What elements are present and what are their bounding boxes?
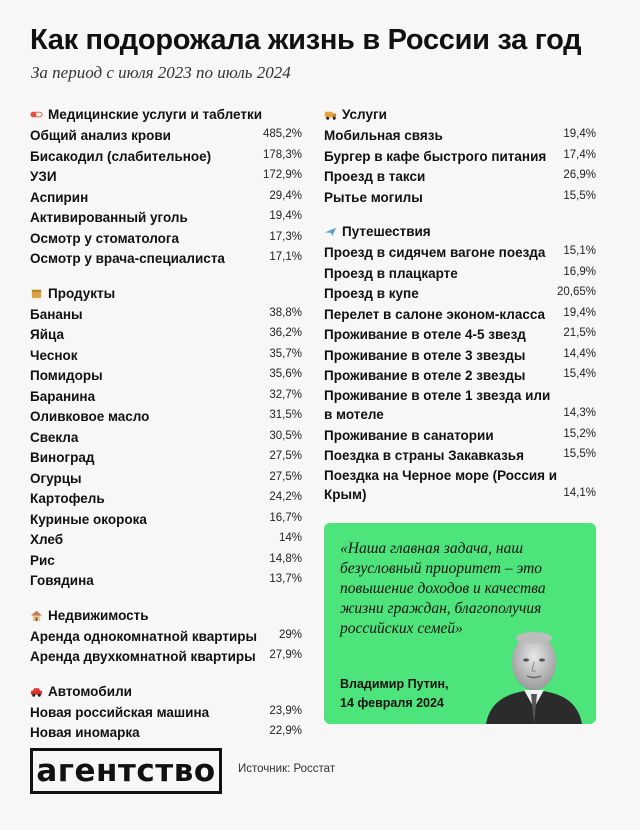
item-value: 17,4% (563, 148, 596, 161)
pill-icon (30, 108, 43, 121)
price-row (324, 345, 596, 366)
quote-date: 14 февраля 2024 (340, 696, 444, 710)
item-label: Проживание в санатории (324, 427, 494, 443)
item-value: 36,2% (269, 327, 302, 339)
item-value: 178,3% (262, 148, 302, 161)
section-heading (30, 682, 302, 701)
item-value: 19,4% (563, 128, 596, 140)
price-row (30, 304, 302, 325)
price-row (324, 242, 596, 263)
price-row (30, 386, 302, 407)
price-row (324, 324, 596, 345)
item-label: Баранина (30, 388, 96, 404)
price-row (30, 570, 302, 591)
item-label: Проезд в плацкарте (324, 265, 458, 281)
item-label: Поездка в страны Закавказья (324, 448, 524, 463)
item-value: 17,3% (269, 230, 302, 243)
price-row (324, 425, 596, 446)
price-row (30, 166, 302, 187)
price-row (30, 550, 302, 571)
section (324, 222, 596, 505)
price-row (30, 488, 302, 509)
price-row (324, 166, 596, 187)
item-value: 23,9% (269, 704, 302, 717)
item-value: 16,7% (269, 511, 302, 524)
price-row (30, 187, 302, 208)
page-title: Как подорожала жизнь в России за год (30, 24, 582, 56)
quote-card (324, 523, 596, 724)
item-value: 19,4% (563, 306, 596, 319)
item-label: Аренда двухкомнатной квартиры (30, 649, 256, 664)
item-value: 485,2% (262, 128, 302, 140)
price-row (30, 529, 302, 550)
page-subtitle: За период с июля 2023 по июль 2024 (31, 63, 291, 82)
price-row (30, 509, 302, 530)
item-value: 172,9% (262, 169, 302, 181)
item-label: Общий анализ крови (30, 128, 171, 143)
house-icon (30, 609, 43, 622)
item-label: Осмотр у врача-специалиста (30, 251, 225, 266)
item-label: УЗИ (30, 169, 57, 184)
quote-text: «Наша главная задача, наш безусловный приоритет – это повышение доходов и качества жизни граждан, благополучия российских семей» (340, 540, 546, 637)
price-row (30, 406, 302, 427)
item-label: Бисакодил (слабительное) (30, 148, 212, 164)
item-value: 29,4% (269, 189, 302, 202)
item-label: Новая российская машина (30, 704, 210, 720)
item-value: 38,8% (269, 306, 302, 319)
item-value: 15,4% (563, 368, 596, 380)
item-value: 15,5% (563, 448, 596, 460)
price-row (30, 228, 302, 249)
portrait-photo (476, 624, 592, 724)
item-value: 27,5% (269, 470, 302, 483)
item-label: Бургер в кафе быстрого питания (324, 148, 547, 164)
item-label: Проживание в отеле 3 звезды (324, 347, 526, 363)
item-label: Свекла (30, 429, 79, 445)
price-row (324, 283, 596, 304)
item-value: 14,1% (563, 487, 596, 499)
price-row (30, 125, 302, 146)
box-icon (30, 287, 43, 300)
item-value: 13,7% (269, 573, 302, 585)
price-row (324, 466, 596, 505)
item-label: Картофель (30, 491, 105, 506)
item-value: 29% (278, 628, 302, 641)
price-row (30, 626, 302, 647)
left-column (30, 105, 302, 758)
item-label: Хлеб (30, 532, 64, 547)
item-value: 35,6% (269, 368, 302, 380)
price-row (30, 427, 302, 448)
item-value: 14% (278, 532, 302, 544)
item-value: 20,65% (556, 286, 596, 298)
price-row (30, 702, 302, 723)
item-value: 26,9% (563, 169, 596, 181)
agency-logo: агентство (30, 748, 222, 794)
price-row (324, 365, 596, 386)
item-label: Бананы (30, 306, 83, 322)
price-row (30, 207, 302, 228)
price-row (30, 248, 302, 269)
item-label: Говядина (30, 573, 94, 588)
price-row (30, 324, 302, 345)
price-row (324, 304, 596, 325)
item-value: 27,5% (269, 450, 302, 462)
item-value: 17,1% (269, 251, 302, 263)
section-heading-text: Автомобили (48, 683, 132, 699)
item-value: 22,9% (269, 725, 302, 737)
section-heading-text: Услуги (342, 107, 387, 122)
source-note: Источник: Росстат (238, 763, 336, 775)
item-value: 14,8% (269, 552, 302, 565)
item-value: 35,7% (269, 347, 302, 360)
item-label: Куриные окорока (30, 511, 147, 527)
item-label: Рис (30, 552, 55, 568)
section-heading (324, 222, 596, 241)
section-heading (30, 284, 302, 303)
quote-author-name: Владимир Путин, (340, 677, 449, 691)
price-row (30, 345, 302, 366)
item-value: 31,5% (269, 409, 302, 421)
car-icon (30, 685, 43, 698)
section-heading (30, 105, 302, 124)
item-label: Новая иномарка (30, 725, 140, 740)
truck-icon (324, 108, 337, 121)
section-heading-text: Недвижимость (48, 607, 149, 623)
item-label: Проезд в сидячем вагоне поезда (324, 245, 546, 260)
price-row (30, 722, 302, 743)
item-value: 16,9% (563, 265, 596, 278)
item-label: Активированный уголь (30, 210, 188, 225)
section-heading (30, 606, 302, 625)
item-value: 14,4% (563, 347, 596, 360)
item-value: 15,1% (563, 245, 596, 257)
item-label: Проживание в отеле 1 звезда или в мотеле (324, 387, 551, 422)
section (30, 105, 302, 269)
price-row (30, 468, 302, 489)
section-heading-text: Путешествия (342, 224, 431, 239)
item-value: 21,5% (563, 327, 596, 339)
section (30, 606, 302, 667)
section-heading (324, 105, 596, 124)
item-label: Поездка на Черное море (Россия и Крым) (324, 467, 558, 502)
item-label: Проезд в купе (324, 286, 419, 301)
price-row (324, 263, 596, 284)
airplane-icon (324, 225, 337, 238)
price-row (30, 146, 302, 167)
price-row (324, 187, 596, 208)
item-value: 15,2% (563, 427, 596, 440)
section-heading-text: Медицинские услуги и таблетки (48, 107, 263, 122)
item-value: 19,4% (269, 210, 302, 222)
price-row (30, 447, 302, 468)
item-label: Чеснок (30, 347, 78, 363)
item-value: 30,5% (269, 429, 302, 442)
item-label: Аренда однокомнатной квартиры (30, 628, 258, 644)
item-label: Проживание в отеле 4-5 звезд (324, 327, 526, 342)
right-column (324, 105, 596, 520)
item-label: Виноград (30, 450, 95, 465)
section (324, 105, 596, 207)
item-value: 24,2% (269, 491, 302, 503)
item-label: Проезд в такси (324, 169, 426, 184)
item-label: Мобильная связь (324, 128, 443, 143)
item-value: 15,5% (563, 189, 596, 202)
section (30, 682, 302, 743)
section-heading-text: Продукты (48, 285, 116, 301)
item-value: 27,9% (269, 649, 302, 661)
price-row (324, 445, 596, 466)
price-row (30, 365, 302, 386)
item-value: 32,7% (269, 388, 302, 401)
item-label: Помидоры (30, 368, 103, 383)
price-row (30, 646, 302, 667)
section (30, 284, 302, 591)
item-label: Перелет в салоне эконом-класса (324, 306, 546, 322)
item-label: Аспирин (30, 189, 89, 205)
price-row (324, 386, 596, 425)
item-label: Осмотр у стоматолога (30, 230, 180, 246)
price-row (324, 146, 596, 167)
item-label: Проживание в отеле 2 звезды (324, 368, 526, 383)
item-label: Огурцы (30, 470, 82, 486)
quote-author (340, 675, 480, 713)
item-label: Яйца (30, 327, 64, 342)
item-label: Оливковое масло (30, 409, 150, 424)
item-label: Рытье могилы (324, 189, 423, 205)
item-value: 14,3% (563, 407, 596, 419)
price-row (324, 125, 596, 146)
